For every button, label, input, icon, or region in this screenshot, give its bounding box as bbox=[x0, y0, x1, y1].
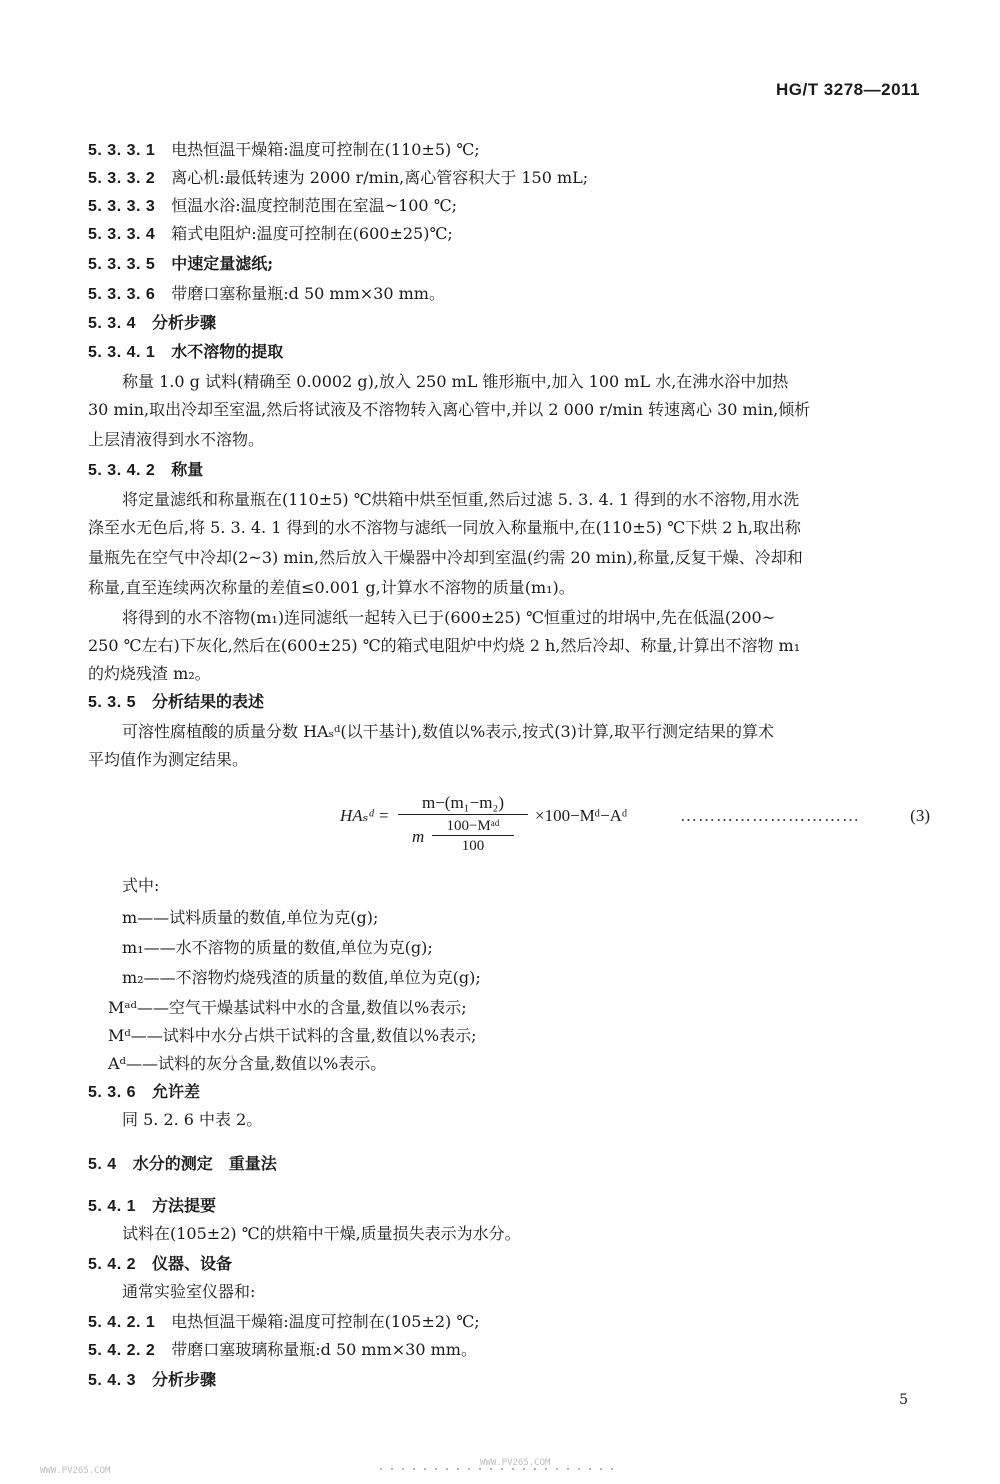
numbered-line bbox=[88, 458, 203, 483]
scan-dot bbox=[391, 1468, 393, 1470]
formula-denominator-m: m bbox=[412, 827, 425, 846]
standard-code: HG/T 3278—2011 bbox=[775, 80, 920, 99]
clause-text: 可溶性腐植酸的质量分数 HAₛᵈ(以干基计),数值以%表示,按式(3)计算,取平行测定结果的算术 bbox=[122, 722, 774, 741]
clause-text: 将定量滤纸和称量瓶在(110±5) ℃烘箱中烘至恒重,然后过滤 5. 3. 4. 1 得到的水不溶物,用水洗 bbox=[122, 490, 800, 509]
clause-number: 5. 3. 6 bbox=[88, 1084, 136, 1101]
clause-text: 方法提要 bbox=[151, 1196, 216, 1215]
clause-text: 分析步骤 bbox=[151, 1370, 216, 1389]
formula-rest: ×100−Mᵈ−Aᵈ bbox=[535, 806, 628, 825]
text-line bbox=[122, 1280, 255, 1304]
text-line bbox=[122, 606, 775, 630]
text-line bbox=[122, 370, 788, 394]
clause-text: 称量 bbox=[171, 460, 204, 479]
clause-text: m₁——水不溶物的质量的数值,单位为克(g); bbox=[122, 938, 433, 957]
scan-dot bbox=[545, 1468, 547, 1470]
text-line bbox=[122, 720, 774, 744]
numbered-line bbox=[88, 222, 453, 247]
clause-text: 的灼烧残渣 m₂。 bbox=[88, 664, 211, 683]
numbered-line bbox=[88, 1252, 232, 1277]
scan-dot bbox=[402, 1468, 404, 1470]
numbered-line bbox=[88, 690, 264, 715]
numbered-line bbox=[88, 1310, 480, 1335]
text-line bbox=[122, 874, 159, 898]
text-line bbox=[122, 488, 799, 512]
text-line bbox=[88, 398, 810, 422]
clause-number: 5. 3. 4 bbox=[88, 315, 136, 332]
scan-dot bbox=[468, 1468, 470, 1470]
formula-leader-dots: ………………………… bbox=[680, 806, 860, 825]
scan-dot bbox=[611, 1468, 613, 1470]
clause-text: m₂——不溶物灼烧残渣的质量的数值,单位为克(g); bbox=[122, 968, 481, 987]
clause-text: 将得到的水不溶物(m₁)连同滤纸一起转入已于(600±25) ℃恒重过的坩埚中,先在低温(200~ bbox=[122, 608, 776, 627]
scan-dot bbox=[567, 1468, 569, 1470]
numbered-line bbox=[88, 311, 216, 336]
clause-number: 5. 4. 1 bbox=[88, 1198, 136, 1215]
inner-denominator: 100 bbox=[432, 835, 514, 856]
clause-text: 试料在(105±2) ℃的烘箱中干燥,质量损失表示为水分。 bbox=[122, 1224, 521, 1243]
text-line bbox=[88, 634, 800, 658]
scan-dot bbox=[534, 1468, 536, 1470]
formula-numerator: m−(m₁−m₂) bbox=[421, 793, 505, 812]
clause-text: 式中: bbox=[122, 876, 160, 895]
clause-number: 5. 4. 2. 2 bbox=[88, 1342, 156, 1359]
scan-dot bbox=[424, 1468, 426, 1470]
clause-text: 离心机:最低转速为 2000 r/min,离心管容积大于 150 mL; bbox=[171, 168, 589, 187]
scan-dot bbox=[501, 1468, 503, 1470]
clause-text: 箱式电阻炉:温度可控制在(600±25)℃; bbox=[171, 224, 453, 243]
clause-text: 称量 1.0 g 试料(精确至 0.0002 g),放入 250 mL 锥形瓶中,加入 100 mL 水,在沸水浴中加热 bbox=[122, 372, 789, 391]
clause-text: 电热恒温干燥箱:温度可控制在(105±2) ℃; bbox=[171, 1312, 480, 1331]
clause-number: 5. 3. 4. 1 bbox=[88, 344, 156, 361]
clause-text: 250 ℃左右)下灰化,然后在(600±25) ℃的箱式电阻炉中灼烧 2 h,然后冷却、称量,计算出不溶物 m₁ bbox=[88, 636, 801, 655]
footer-watermark-center: WWW.PV265.COM bbox=[480, 1458, 551, 1468]
clause-number: 5. 3. 3. 6 bbox=[88, 286, 156, 303]
footer-watermark-left: WWW.PV265.COM bbox=[40, 1466, 111, 1476]
clause-number: 5. 3. 3. 2 bbox=[88, 170, 156, 187]
clause-number: 5. 3. 4. 2 bbox=[88, 462, 156, 479]
clause-text: 称量,直至连续两次称量的差值≤0.001 g,计算水不溶物的质量(m₁)。 bbox=[88, 578, 575, 597]
clause-number: 5. 3. 5 bbox=[88, 694, 136, 711]
scan-dot bbox=[479, 1468, 481, 1470]
page-number: 5 bbox=[899, 1392, 908, 1408]
clause-text: 平均值作为测定结果。 bbox=[88, 750, 249, 769]
scan-dot bbox=[523, 1468, 525, 1470]
numbered-line bbox=[88, 252, 273, 277]
clause-text: 上层清液得到水不溶物。 bbox=[88, 430, 265, 449]
clause-text: 水分的测定 重量法 bbox=[132, 1154, 277, 1173]
clause-number: 5. 4. 2. 1 bbox=[88, 1314, 156, 1331]
text-line bbox=[88, 576, 575, 600]
text-line bbox=[108, 996, 467, 1020]
text-line bbox=[88, 748, 248, 772]
scan-dot bbox=[380, 1468, 382, 1470]
text-line bbox=[108, 1052, 386, 1076]
numbered-line bbox=[88, 194, 457, 219]
clause-text: 电热恒温干燥箱:温度可控制在(110±5) ℃; bbox=[171, 140, 480, 159]
clause-number: 5. 3. 3. 1 bbox=[88, 142, 156, 159]
clause-text: Mᵈ——试料中水分占烘干试料的含量,数值以%表示; bbox=[108, 1026, 477, 1045]
inner-fraction bbox=[432, 817, 514, 856]
clause-number: 5. 3. 3. 4 bbox=[88, 226, 156, 243]
scan-dot bbox=[589, 1468, 591, 1470]
clause-text: 带磨口塞玻璃称量瓶:d 50 mm×30 mm。 bbox=[171, 1340, 477, 1359]
numbered-line bbox=[88, 1080, 200, 1105]
scan-dot bbox=[512, 1468, 514, 1470]
scan-dot bbox=[435, 1468, 437, 1470]
clause-number: 5. 3. 3. 3 bbox=[88, 198, 156, 215]
text-line bbox=[122, 1108, 262, 1132]
numbered-line bbox=[88, 340, 283, 365]
scan-dot bbox=[600, 1468, 602, 1470]
numbered-line bbox=[88, 282, 445, 307]
clause-text: 涤至水无色后,将 5. 3. 4. 1 得到的水不溶物与滤纸一同放入称量瓶中,在(110±5) ℃下烘 2 h,取出称 bbox=[88, 518, 801, 537]
scan-dot bbox=[490, 1468, 492, 1470]
numbered-line bbox=[88, 1152, 277, 1177]
text-line bbox=[88, 516, 801, 540]
text-line bbox=[88, 662, 211, 686]
formula-lhs: HAₛᵈ = bbox=[340, 806, 390, 825]
text-line bbox=[88, 546, 803, 570]
clause-number: 5. 4 bbox=[88, 1156, 117, 1173]
clause-text: 允许差 bbox=[151, 1082, 200, 1101]
scan-dot bbox=[413, 1468, 415, 1470]
clause-text: 通常实验室仪器和: bbox=[122, 1282, 256, 1301]
clause-text: 同 5. 2. 6 中表 2。 bbox=[122, 1110, 263, 1129]
clause-text: 量瓶先在空气中冷却(2~3) min,然后放入干燥器中冷却到室温(约需 20 min),称量,反复干燥、冷却和 bbox=[88, 548, 803, 567]
numbered-line bbox=[88, 1194, 216, 1219]
clause-text: 分析结果的表述 bbox=[151, 692, 264, 711]
scan-dot bbox=[556, 1468, 558, 1470]
clause-text: 中速定量滤纸; bbox=[171, 254, 274, 273]
clause-number: 5. 4. 2 bbox=[88, 1256, 136, 1273]
clause-text: 仪器、设备 bbox=[151, 1254, 232, 1273]
text-line bbox=[122, 906, 378, 930]
clause-text: 带磨口塞称量瓶:d 50 mm×30 mm。 bbox=[171, 284, 445, 303]
equation-3 bbox=[340, 792, 930, 862]
numbered-line bbox=[88, 166, 588, 191]
text-line bbox=[122, 1222, 521, 1246]
scan-dot bbox=[457, 1468, 459, 1470]
main-fraction bbox=[398, 792, 528, 861]
equation-number: (3) bbox=[910, 806, 930, 825]
clause-number: 5. 3. 3. 5 bbox=[88, 256, 156, 273]
numbered-line bbox=[88, 1368, 216, 1393]
clause-text: 分析步骤 bbox=[151, 313, 216, 332]
numbered-line bbox=[88, 138, 480, 163]
clause-text: Mᵃᵈ——空气干燥基试料中水的含量,数值以%表示; bbox=[108, 998, 467, 1017]
numbered-line bbox=[88, 1338, 477, 1363]
clause-text: 水不溶物的提取 bbox=[171, 342, 284, 361]
text-line bbox=[88, 428, 264, 452]
scan-dot bbox=[446, 1468, 448, 1470]
text-line bbox=[108, 1024, 476, 1048]
clause-text: m——试料质量的数值,单位为克(g); bbox=[122, 908, 379, 927]
text-line bbox=[122, 966, 481, 990]
clause-text: 30 min,取出冷却至室温,然后将试液及不溶物转入离心管中,并以 2 000 r/min 转速离心 30 min,倾析 bbox=[88, 400, 811, 419]
scan-dot bbox=[578, 1468, 580, 1470]
clause-text: 恒温水浴:温度控制范围在室温~100 ℃; bbox=[171, 196, 457, 215]
text-line bbox=[122, 936, 433, 960]
inner-numerator: 100−Mᵃᵈ bbox=[446, 818, 500, 834]
clause-number: 5. 4. 3 bbox=[88, 1372, 136, 1389]
clause-text: Aᵈ——试料的灰分含量,数值以%表示。 bbox=[108, 1054, 387, 1073]
footer-strip bbox=[0, 1458, 1000, 1478]
